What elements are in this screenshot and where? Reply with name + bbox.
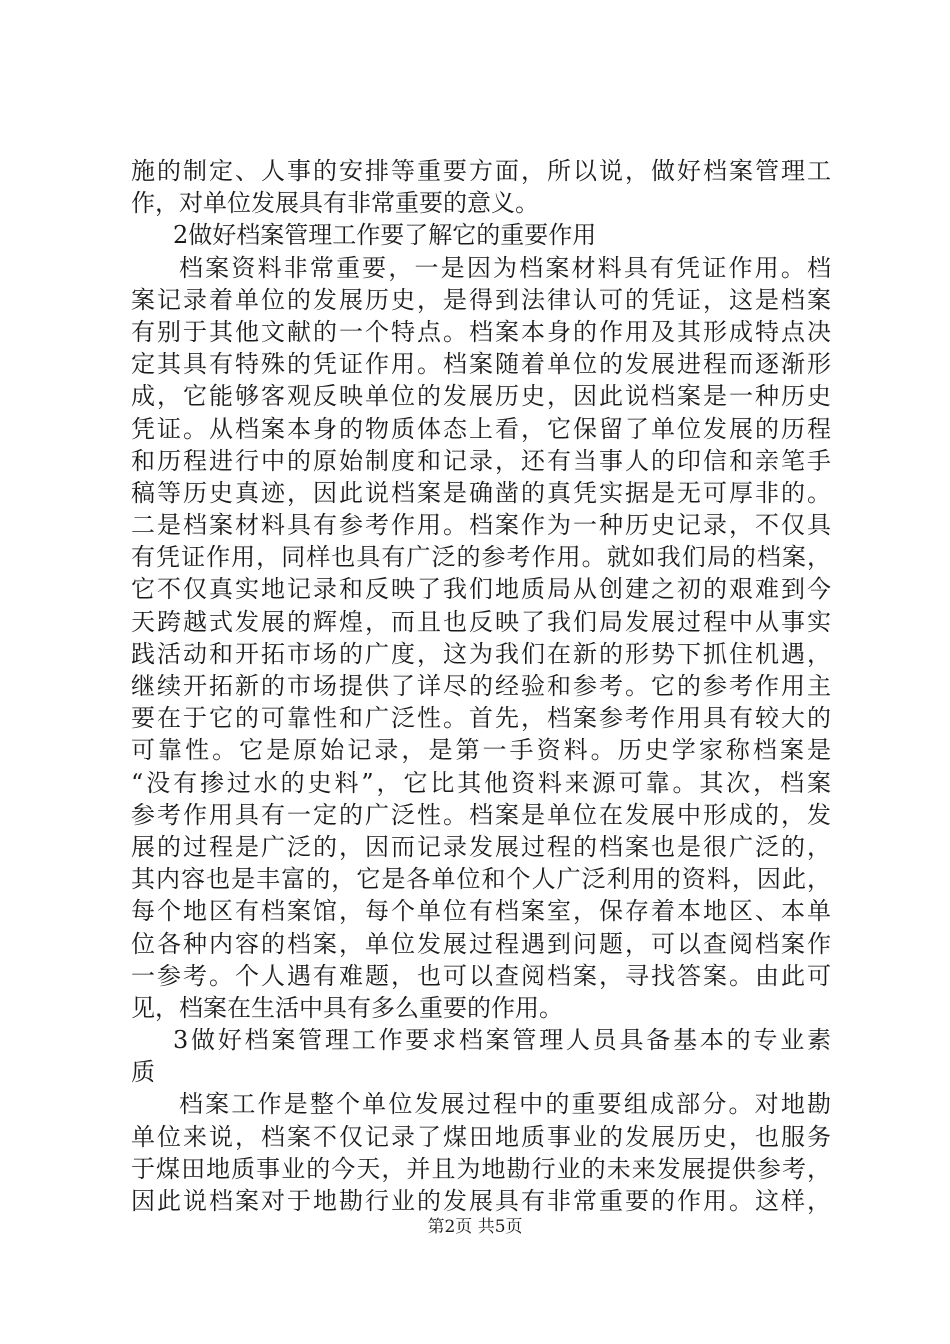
text-line: “没有掺过水的史料”，它比其他资料来源可靠。其次，档案 bbox=[131, 768, 831, 797]
text-line: 它不仅真实地记录和反映了我们地质局从创建之初的艰难到今 bbox=[131, 575, 831, 604]
text-line: 展的过程是广泛的，因而记录发展过程的档案也是很广泛的， bbox=[131, 832, 831, 861]
text-line: 于煤田地质事业的今天，并且为地勘行业的未来发展提供参考， bbox=[131, 1154, 831, 1183]
text-line: 档案工作是整个单位发展过程中的重要组成部分。对地勘 bbox=[179, 1090, 831, 1119]
text-line: 2做好档案管理工作要了解它的重要作用 bbox=[173, 221, 597, 250]
text-line: 可靠性。它是原始记录，是第一手资料。历史学家称档案是 bbox=[131, 736, 831, 765]
text-line: 档案资料非常重要，一是因为档案材料具有凭证作用。档 bbox=[179, 253, 831, 282]
text-line: 定其具有特殊的凭证作用。档案随着单位的发展进程而逐渐形 bbox=[131, 350, 831, 379]
text-line: 稿等历史真迹，因此说档案是确凿的真凭实据是无可厚非的。 bbox=[131, 478, 831, 507]
text-line: 践活动和开拓市场的广度，这为我们在新的形势下抓住机遇， bbox=[131, 639, 831, 668]
text-line: 质 bbox=[131, 1058, 155, 1087]
text-line: 有凭证作用，同样也具有广泛的参考作用。就如我们局的档案， bbox=[131, 543, 831, 572]
text-line: 一参考。个人遇有难题，也可以查阅档案，寻找答案。由此可 bbox=[131, 961, 831, 990]
text-line: 每个地区有档案馆，每个单位有档案室，保存着本地区、本单 bbox=[131, 897, 831, 926]
text-line: 其内容也是丰富的，它是各单位和个人广泛利用的资料，因此， bbox=[131, 865, 831, 894]
text-line: 单位来说，档案不仅记录了煤田地质事业的发展历史，也服务 bbox=[131, 1122, 831, 1151]
document-body bbox=[131, 155, 831, 1217]
text-line: 天跨越式发展的辉煌，而且也反映了我们局发展过程中从事实 bbox=[131, 607, 831, 636]
text-line: 继续开拓新的市场提供了详尽的经验和参考。它的参考作用主 bbox=[131, 672, 831, 700]
page-number-footer: 第2页 共5页 bbox=[427, 1217, 523, 1237]
text-line: 有别于其他文献的一个特点。档案本身的作用及其形成特点决 bbox=[131, 317, 831, 346]
text-line: 位各种内容的档案，单位发展过程遇到问题，可以查阅档案作 bbox=[131, 929, 831, 958]
text-line: 凭证。从档案本身的物质体态上看，它保留了单位发展的历程 bbox=[131, 414, 831, 443]
text-line: 案记录着单位的发展历史，是得到法律认可的凭证，这是档案 bbox=[131, 285, 831, 314]
text-line: 作，对单位发展具有非常重要的意义。 bbox=[131, 189, 539, 218]
text-line: 3做好档案管理工作要求档案管理人员具备基本的专业素 bbox=[173, 1026, 831, 1055]
text-line: 参考作用具有一定的广泛性。档案是单位在发展中形成的，发 bbox=[131, 800, 831, 829]
text-line: 因此说档案对于地勘行业的发展具有非常重要的作用。这样， bbox=[131, 1187, 831, 1215]
text-line: 要在于它的可靠性和广泛性。首先，档案参考作用具有较大的 bbox=[131, 704, 831, 733]
text-line: 成，它能够客观反映单位的发展历史，因此说档案是一种历史 bbox=[131, 382, 831, 411]
text-line: 见，档案在生活中具有多么重要的作用。 bbox=[131, 993, 563, 1022]
text-line: 施的制定、人事的安排等重要方面，所以说，做好档案管理工 bbox=[131, 157, 831, 185]
text-line: 二是档案材料具有参考作用。档案作为一种历史记录，不仅具 bbox=[131, 511, 831, 540]
text-line: 和历程进行中的原始制度和记录，还有当事人的印信和亲笔手 bbox=[131, 446, 831, 475]
